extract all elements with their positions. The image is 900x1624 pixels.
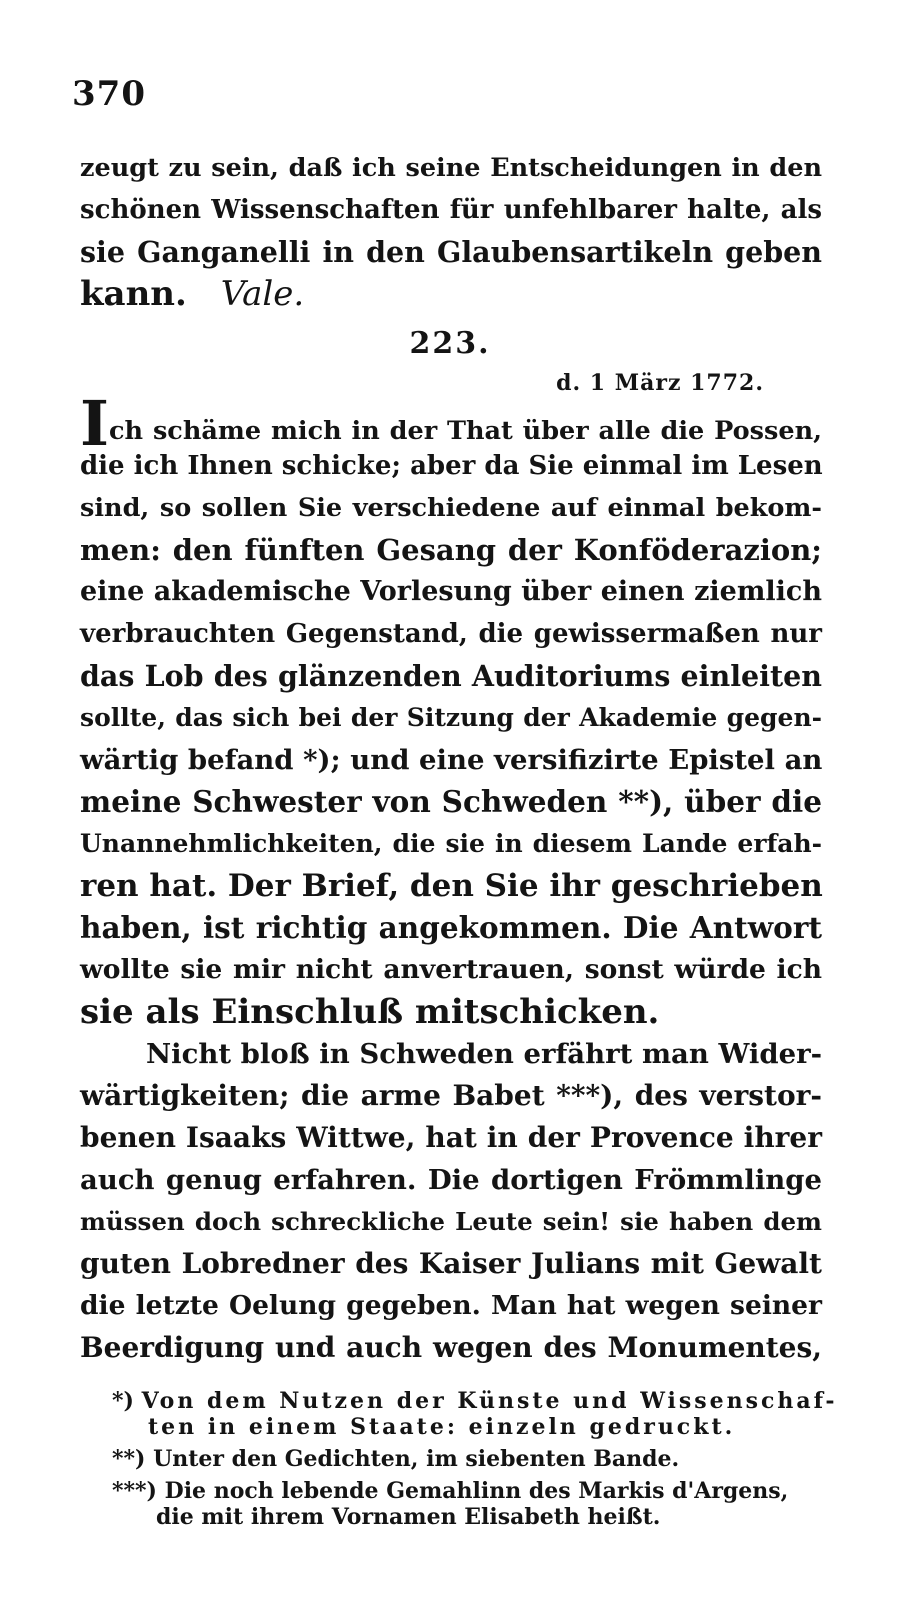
letter-number: 223. bbox=[409, 326, 491, 361]
footnote-text: Die noch lebende Gemahlinn des Markis d'Argens, bbox=[164, 1478, 789, 1504]
text-line: sie als Einschluß mitschicken. bbox=[80, 992, 660, 1032]
footnote-3-continued: die mit ihrem Vornamen Elisabeth heißt. bbox=[156, 1504, 661, 1530]
text-line bbox=[80, 387, 822, 460]
footnote-marker: ***) bbox=[112, 1478, 157, 1504]
page-number: 370 bbox=[72, 74, 146, 114]
text-line: die letzte Oelung gegeben. Man hat wegen seiner bbox=[80, 1290, 822, 1321]
footnote-3 bbox=[112, 1478, 788, 1504]
closing-line bbox=[80, 274, 822, 314]
closing-vale: Vale. bbox=[220, 274, 305, 314]
text-line: Unannehmlichkeiten, die sie in diesem Lande erfah- bbox=[80, 829, 822, 858]
text-line: verbrauchten Gegenstand, die gewissermaßen nur bbox=[80, 619, 822, 649]
text-line: zeugt zu sein, daß ich seine Entscheidungen in den bbox=[80, 153, 822, 183]
footnote-marker: **) bbox=[112, 1446, 146, 1472]
footnote-2 bbox=[112, 1446, 679, 1472]
text-line: müssen doch schreckliche Leute sein! sie haben dem bbox=[80, 1207, 822, 1236]
text-line: wollte sie mir nicht anvertrauen, sonst würde ich bbox=[80, 954, 822, 985]
text-line: sind, so sollen Sie verschiedene auf einmal bekom- bbox=[80, 493, 822, 523]
text-line: sie Ganganelli in den Glaubensartikeln geben bbox=[80, 235, 822, 269]
letter-date: d. 1 März 1772. bbox=[556, 370, 764, 396]
closing-prefix: kann. bbox=[80, 274, 187, 314]
text-line: schönen Wissenschaften für unfehlbarer halte, als bbox=[80, 195, 822, 225]
text-line: benen Isaaks Wittwe, hat in der Provence ihrer bbox=[80, 1121, 822, 1154]
text-line: das Lob des glänzenden Auditoriums einleiten bbox=[80, 659, 822, 693]
text-line: sollte, das sich bei der Sitzung der Akademie gegen- bbox=[80, 703, 822, 732]
drop-cap: I bbox=[80, 387, 110, 460]
text-line: ren hat. Der Brief, den Sie ihr geschrieben bbox=[80, 868, 823, 904]
text-line: haben, ist richtig angekommen. Die Antwort bbox=[80, 910, 822, 945]
footnote-1-continued: ten in einem Staate: einzeln gedruckt. bbox=[148, 1414, 736, 1440]
text-line: Nicht bloß in Schweden erfährt man Wider- bbox=[146, 1038, 822, 1070]
text-line: men: den fünften Gesang der Konföderazion; bbox=[80, 533, 822, 567]
text-line: wärtigkeiten; die arme Babet ***), des verstor- bbox=[80, 1079, 822, 1112]
text-line: die ich Ihnen schicke; aber da Sie einmal im Lesen bbox=[80, 451, 823, 481]
text-line: guten Lobredner des Kaiser Julians mit Gewalt bbox=[80, 1247, 822, 1280]
footnote-1 bbox=[112, 1388, 837, 1414]
text-line: Beerdigung und auch wegen des Monumentes, bbox=[80, 1331, 822, 1364]
text-line: meine Schwester von Schweden **), über die bbox=[80, 784, 822, 819]
footnote-marker: *) bbox=[112, 1388, 134, 1414]
first-line-rest: ch schäme mich in der That über alle die Possen, bbox=[109, 416, 822, 446]
text-line: eine akademische Vorlesung über einen ziemlich bbox=[80, 576, 822, 607]
footnote-text: Von dem Nutzen der Künste und Wissenschaf- bbox=[141, 1388, 838, 1414]
footnote-text: Unter den Gedichten, im siebenten Bande. bbox=[153, 1446, 680, 1472]
text-line: wärtig befand *); und eine versifizirte Epistel an bbox=[80, 744, 823, 776]
text-line: auch genug erfahren. Die dortigen Frömmlinge bbox=[80, 1164, 822, 1196]
